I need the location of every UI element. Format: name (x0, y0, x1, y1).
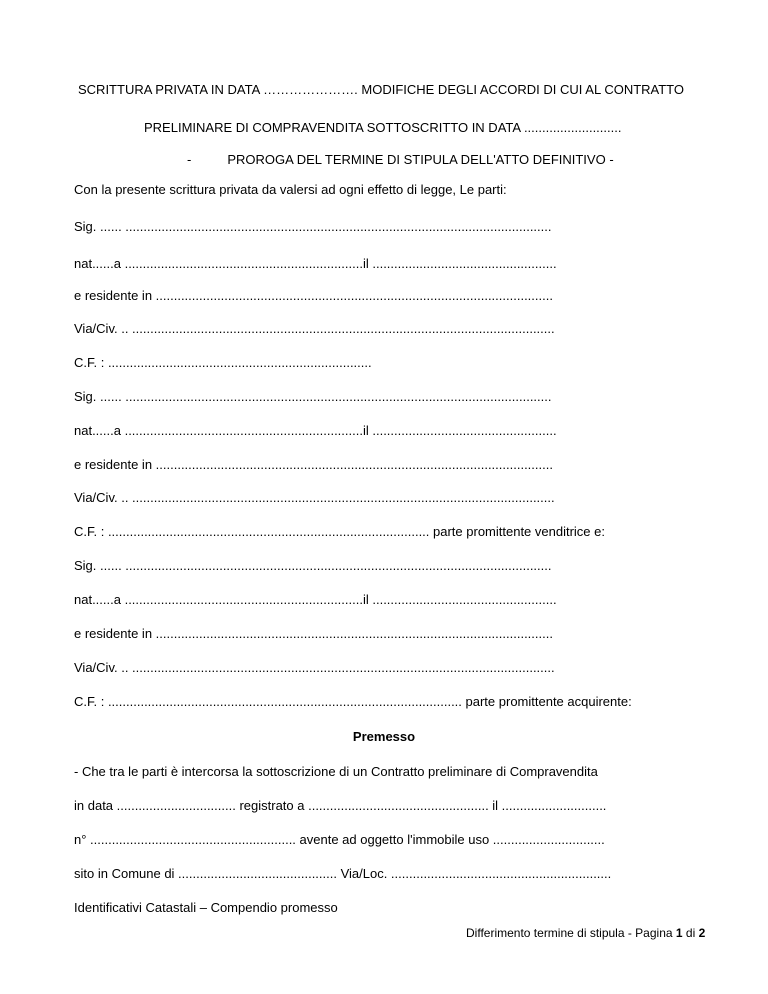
page-footer (466, 925, 705, 941)
premesso-line-3: n° ......................................................... avente ad oggetto l'immobile uso ............................... (74, 832, 605, 847)
party1-via: Via/Civ. .. ..................................................................................................................... (74, 321, 555, 336)
footer-prefix: Differimento termine di stipula - Pagina (466, 926, 676, 940)
title-line-3-dash: - (187, 152, 192, 167)
premesso-line-4: sito in Comune di ............................................ Via/Loc. ............................................................. (74, 866, 612, 881)
intro-text: Con la presente scrittura privata da valersi ad ogni effetto di legge, Le parti: (74, 182, 507, 197)
premesso-heading: Premesso (352, 729, 416, 744)
footer-of: di (682, 926, 699, 940)
party1-sig: Sig. ...... ...................................................................................................................... (74, 219, 552, 234)
party3-cf: C.F. : .................................................................................................. parte promittente acquirente: (74, 694, 632, 709)
party2-sig: Sig. ...... ...................................................................................................................... (74, 389, 552, 404)
premesso-line-2: in data ................................. registrato a .................................................. il ............................. (74, 798, 607, 813)
party2-via: Via/Civ. .. ..................................................................................................................... (74, 490, 555, 505)
party1-cf: C.F. : ......................................................................... (74, 355, 372, 370)
premesso-line-5: Identificativi Catastali – Compendio promesso (74, 900, 338, 915)
title-line-1: SCRITTURA PRIVATA IN DATA …………………. MODIFICHE DEGLI ACCORDI DI CUI AL CONTRATTO (78, 82, 685, 97)
footer-page-total: 2 (698, 926, 706, 940)
party3-sig: Sig. ...... ...................................................................................................................... (74, 558, 552, 573)
party1-residence: e residente in .............................................................................................................. (74, 288, 553, 303)
party3-nat: nat......a ..................................................................il ................................................... (74, 592, 557, 607)
footer-page-number: 1 (675, 926, 683, 940)
party3-via: Via/Civ. .. ..................................................................................................................... (74, 660, 555, 675)
party3-residence: e residente in .............................................................................................................. (74, 626, 553, 641)
title-line-2: PRELIMINARE DI COMPRAVENDITA SOTTOSCRITTO IN DATA ........................... (144, 120, 622, 135)
title-line-3 (187, 152, 614, 168)
party2-residence: e residente in .............................................................................................................. (74, 457, 553, 472)
party1-nat: nat......a ..................................................................il ................................................... (74, 256, 557, 271)
party2-cf: C.F. : ......................................................................................... parte promittente venditrice e: (74, 524, 605, 539)
premesso-line-1: - Che tra le parti è intercorsa la sottoscrizione di un Contratto preliminare di Compravendita (74, 764, 598, 779)
party2-nat: nat......a ..................................................................il ................................................... (74, 423, 557, 438)
title-line-3-text: PROROGA DEL TERMINE DI STIPULA DELL'ATTO DEFINITIVO - (227, 152, 614, 167)
